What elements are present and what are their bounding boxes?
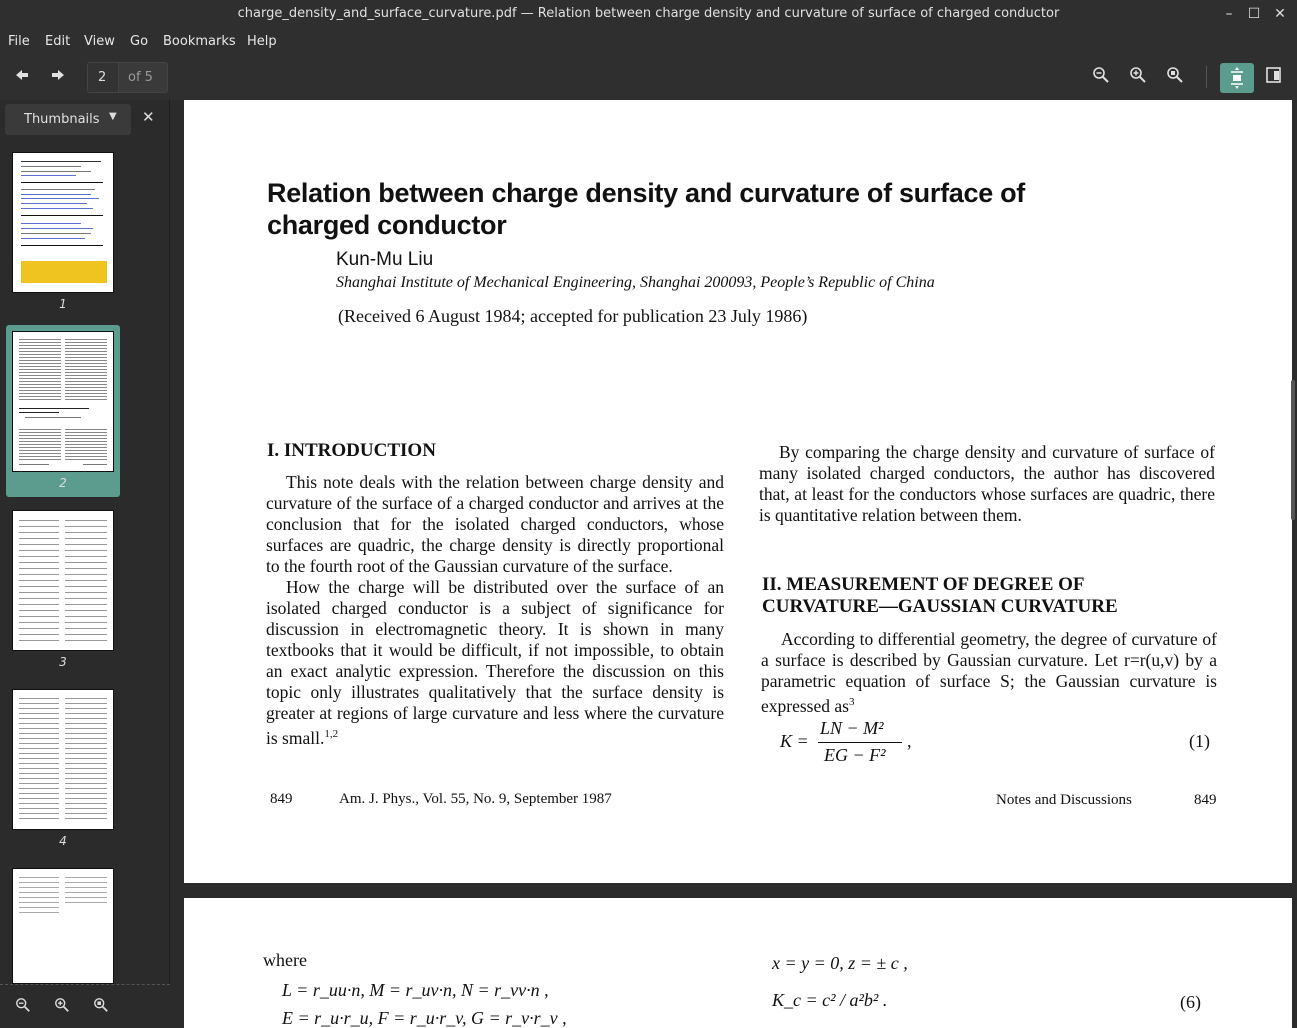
footer-journal: Am. J. Phys., Vol. 55, No. 9, September 1987 (339, 791, 612, 807)
title-bar (0, 0, 1297, 28)
menu-bar (0, 28, 1297, 56)
fraction-bar (818, 742, 902, 743)
menu-bookmarks[interactable]: Bookmarks (163, 34, 236, 49)
continuous-view-icon (1220, 63, 1254, 93)
vertical-scrollbar[interactable] (1291, 380, 1295, 520)
citation-ref: 1,2 (324, 728, 339, 740)
footer-section: Notes and Discussions (996, 792, 1132, 808)
equation-lhs: K = (780, 731, 809, 751)
page3-lmn-definitions: L = r_uu·n, M = r_uv·n, N = r_vv·n , (282, 980, 549, 1000)
section-heading-2 (762, 574, 1118, 618)
sidebar-close-icon[interactable]: ✕ (142, 108, 155, 126)
footer-page-number: 849 (270, 791, 293, 807)
thumbnail-number: 2 (59, 476, 67, 490)
zoom-out-icon[interactable] (1088, 66, 1114, 90)
back-arrow-icon[interactable] (9, 66, 35, 90)
section-heading-intro: I. INTRODUCTION (267, 440, 436, 461)
maximize-icon[interactable]: ☐ (1247, 6, 1261, 22)
zoom-in-icon[interactable] (54, 997, 70, 1017)
chevron-down-icon: ▼ (109, 111, 117, 122)
zoom-fit-icon[interactable] (93, 997, 109, 1017)
page-entry (87, 62, 168, 93)
intro-paragraph-2-text: How the charge will be distributed over the surface of an isolated charged conductor is a subject of significance for discussion in electromagnetic theory. It is shown in many textbooks that it would be difficult, if not impossible, to obtain an exact analytic expression. Therefore the discussion on this topic only illustrates qualitatively that the surface density is greater at regions of large curvature and less where the curvature is small. (266, 577, 724, 748)
page3-xyz: x = y = 0, z = ± c , (772, 953, 908, 973)
paper-affiliation: Shanghai Institute of Mechanical Engineering, Shanghai 200093, People’s Republic of China (336, 274, 935, 291)
toolbar-separator (1206, 66, 1207, 88)
sidebar-zoom-bar (0, 984, 170, 1028)
thumbnail-page-1[interactable] (12, 152, 114, 293)
footer-page-number-right: 849 (1194, 792, 1217, 808)
thumbnail-page-4[interactable] (12, 689, 114, 830)
paper-title: Relation between charge density and curvature of surface of charged conductor (267, 178, 1025, 240)
zoom-out-icon[interactable] (15, 997, 31, 1017)
intro-column (266, 472, 724, 749)
window-title: charge_density_and_surface_curvature.pdf — Relation between charge density and curvature of surface of charged conductor (237, 6, 1060, 21)
page3-where: where (263, 950, 307, 970)
sidebar-title: Thumbnails (24, 112, 100, 127)
section-2-paragraph-1-text: According to differential geometry, the degree of curvature of a surface is described by Gaussian curvature. Let r=r(u,v) by a parametric equation of surface S; the Gaussian curvature is expressed as (761, 629, 1217, 716)
section-2-paragraph-1 (761, 629, 1217, 717)
thumbnail-ad-banner (21, 261, 107, 283)
right-column-top (759, 442, 1215, 526)
dual-page-icon[interactable] (1261, 66, 1287, 90)
pdf-page-2 (184, 100, 1292, 883)
menu-go[interactable]: Go (130, 34, 149, 49)
thumbnail-number: 1 (59, 297, 67, 311)
menu-view[interactable]: View (84, 34, 115, 49)
page3-kc-equation: K_c = c² / a²b² . (772, 990, 888, 1010)
paper-received: (Received 6 August 1984; accepted for publication 23 July 1986) (338, 306, 808, 326)
section-heading-2-line1: II. MEASUREMENT OF DEGREE OF (762, 574, 1085, 595)
equation-number: (1) (1189, 731, 1210, 751)
thumbnail-number: 3 (59, 655, 67, 669)
menu-help[interactable]: Help (247, 34, 277, 49)
sidebar-mode-selector[interactable] (5, 104, 131, 135)
pdf-page-3 (184, 898, 1292, 1028)
right-paragraph-1: By comparing the charge density and curvature of surface of many isolated charged conductors, the author has discovered that, at least for the conductors whose surfaces are quadric, there is quantitative relation between them. (759, 442, 1215, 525)
thumbnail-number: 4 (59, 834, 67, 848)
page-number-input[interactable] (88, 63, 119, 92)
menu-file[interactable]: File (8, 34, 30, 49)
sidebar (0, 100, 170, 1028)
thumbnail-page-3[interactable] (12, 510, 114, 651)
equation-numerator: LN − M² (820, 718, 884, 738)
minimize-icon[interactable]: – (1225, 6, 1233, 22)
equation-1 (780, 718, 1230, 768)
intro-paragraph-2 (266, 577, 724, 749)
toolbar (0, 56, 1297, 100)
citation-ref: 3 (848, 696, 855, 708)
thumbnail-page-5[interactable] (12, 868, 114, 984)
document-view[interactable] (171, 100, 1297, 1028)
section-2-column (761, 629, 1217, 717)
paper-author: Kun-Mu Liu (336, 249, 434, 270)
equation-comma: , (907, 731, 912, 751)
zoom-in-icon[interactable] (1125, 66, 1151, 90)
equation-denominator: EG − F² (824, 745, 886, 765)
thumbnail-page-2[interactable] (12, 331, 114, 472)
zoom-fit-icon[interactable] (1162, 66, 1188, 90)
close-icon[interactable]: ✕ (1274, 6, 1286, 22)
intro-paragraph-1: This note deals with the relation between charge density and curvature of the surface of a charged conductor and arrives at the conclusion that for the isolated charged conductors, whose surfaces are quadric, the charge density is directly proportional to the fourth root of the Gaussian curvature of the surface. (266, 472, 724, 576)
page3-equation-number: (6) (1180, 992, 1201, 1012)
page-total-label: of 5 (128, 70, 153, 85)
continuous-view-button[interactable] (1220, 63, 1254, 93)
section-heading-2-line2: CURVATURE—GAUSSIAN CURVATURE (762, 596, 1118, 617)
forward-arrow-icon[interactable] (45, 66, 71, 90)
menu-edit[interactable]: Edit (45, 34, 71, 49)
page3-efg-definitions: E = r_u·r_u, F = r_u·r_v, G = r_v·r_v , (282, 1008, 567, 1028)
